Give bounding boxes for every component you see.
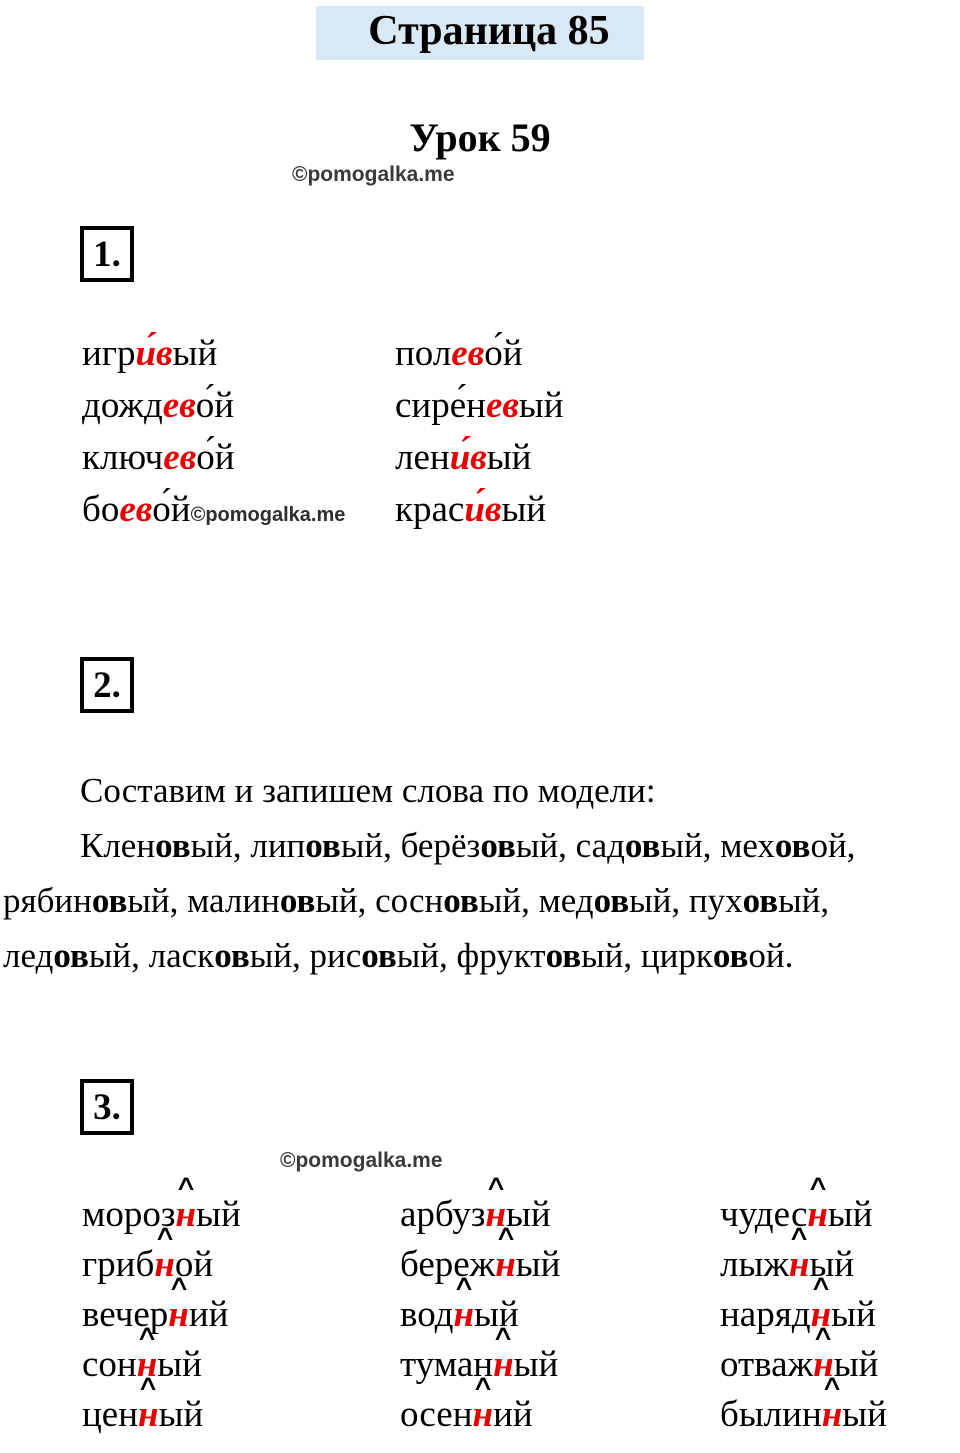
word: арбузн ∧ый [400,1190,720,1240]
word: грибн ∧ой [82,1240,400,1290]
word: полево́й [395,333,523,375]
word [82,484,395,541]
word: ключево́й [82,437,235,479]
exercise-2-number: 2. [80,657,134,713]
word: отважн ∧ый [720,1340,878,1390]
word: вечерн ∧ий [82,1290,400,1340]
exercise-1-column-2 [395,328,564,541]
word: краси́вый [395,489,547,531]
page-header [0,6,960,60]
exercise-2-intro: Составим и запишем слова по модели: [80,771,656,811]
word: чудесн ∧ый [720,1190,873,1240]
word: ценн ∧ый [82,1390,400,1440]
word: лени́вый [395,437,532,479]
watermark: ©pomogalka.me [292,163,455,187]
page-title: Страница 85 [316,6,643,60]
word: осенн ∧ий [400,1390,720,1440]
word: нарядн ∧ый [720,1290,876,1340]
word: дождево́й [82,385,235,427]
word: былинн ∧ый [720,1390,887,1440]
word: морозн ∧ый [82,1190,400,1240]
exercise-2-line: Кленовый, липовый, берёзовый, садовый, меховой, [80,826,856,866]
exercise-1-number: 1. [80,226,134,282]
exercise-2-line: рябиновый, малиновый, сосновый, медовый, пуховый, [3,881,830,921]
word-row [82,1190,960,1240]
word-part: боево́й [82,489,191,531]
word: водн ∧ый [400,1290,720,1340]
watermark: ©pomogalka.me [190,504,346,527]
watermark: ©pomogalka.me [280,1149,443,1173]
word: сире́невый [395,385,564,427]
word: бережн ∧ый [400,1240,720,1290]
word: лыжн ∧ый [720,1240,854,1290]
exercise-1-words [0,328,960,541]
word: игри́вый [82,333,218,375]
word-row [82,1390,960,1440]
word: туманн ∧ый [400,1340,720,1390]
word: сонн ∧ый [82,1340,400,1390]
exercise-1-column-1 [82,328,395,541]
exercise-2-text [0,763,960,983]
exercise-3-number: 3. [80,1079,134,1135]
exercise-3-words [0,1190,960,1440]
exercise-2-line: ледовый, ласковый, рисовый, фруктовый, цирковой. [3,936,794,976]
lesson-title: Урок 59 [409,115,551,161]
